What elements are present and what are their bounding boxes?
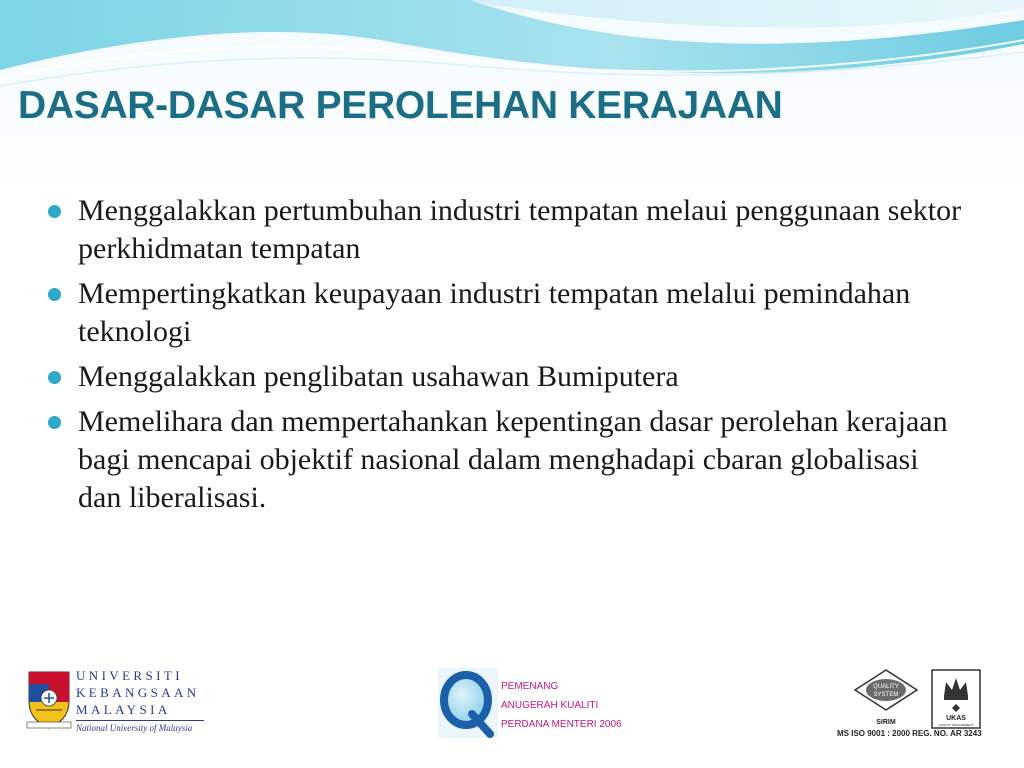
bullet-item: [48, 358, 968, 396]
award-line-1: PEMENANG: [501, 681, 559, 692]
bullet-item: [48, 403, 968, 517]
award-text: [501, 677, 622, 734]
ukm-line-3: MALAYSIA: [76, 702, 171, 717]
award-line-3: PERDANA MENTERI 2006: [501, 719, 622, 730]
iso-registration-text: MS ISO 9001 : 2000 REG. NO. AR 3243: [837, 729, 982, 738]
bullet-text: Menggalakkan penglibatan usahawan Bumiputera: [78, 360, 679, 393]
bullet-dot-icon: [48, 416, 61, 429]
bullet-dot-icon: [48, 205, 61, 218]
bullet-dot-icon: [48, 288, 61, 301]
sirim-mid-text: SYSTEM: [873, 692, 899, 698]
bullet-text: Menggalakkan pertumbuhan industri tempatan melaui penggunaan sektor perkhidmatan tempatan: [78, 194, 962, 265]
ukm-line-1: UNIVERSITI: [76, 668, 183, 683]
ukm-subtitle: National University of Malaysia: [76, 723, 193, 733]
sirim-top-text: QUALITY: [873, 684, 899, 690]
ukas-crown-badge-icon: [930, 668, 982, 730]
bullet-list: [48, 192, 968, 524]
ukas-sub-label: QUALITY MANAGEMENT: [938, 723, 974, 727]
bullet-item: [48, 275, 968, 351]
ukas-label: UKAS: [946, 715, 966, 722]
sirim-quality-badge-icon: [853, 668, 919, 728]
slide-title: DASAR-DASAR PEROLEHAN KERAJAAN: [18, 84, 783, 127]
bullet-item: [48, 192, 968, 268]
quality-award-q-icon: [438, 668, 498, 738]
bullet-dot-icon: [48, 371, 61, 384]
bullet-text: Mempertingkatkan keupayaan industri tempatan melalui pemindahan teknologi: [78, 277, 911, 348]
ukm-wordmark: [76, 667, 204, 734]
sirim-bottom-text: SIRIM: [876, 719, 896, 726]
bullet-text: Memelihara dan mempertahankan kepentingan dasar perolehan kerajaan bagi mencapai objektif nasional dalam menghadapi cbaran globalisasi dan liberalisasi.: [78, 405, 948, 514]
ukm-divider: [76, 720, 204, 721]
ukm-crest-icon: [26, 668, 72, 730]
award-line-2: ANUGERAH KUALITI: [501, 700, 599, 711]
ukm-line-2: KEBANGSAAN: [76, 685, 200, 700]
